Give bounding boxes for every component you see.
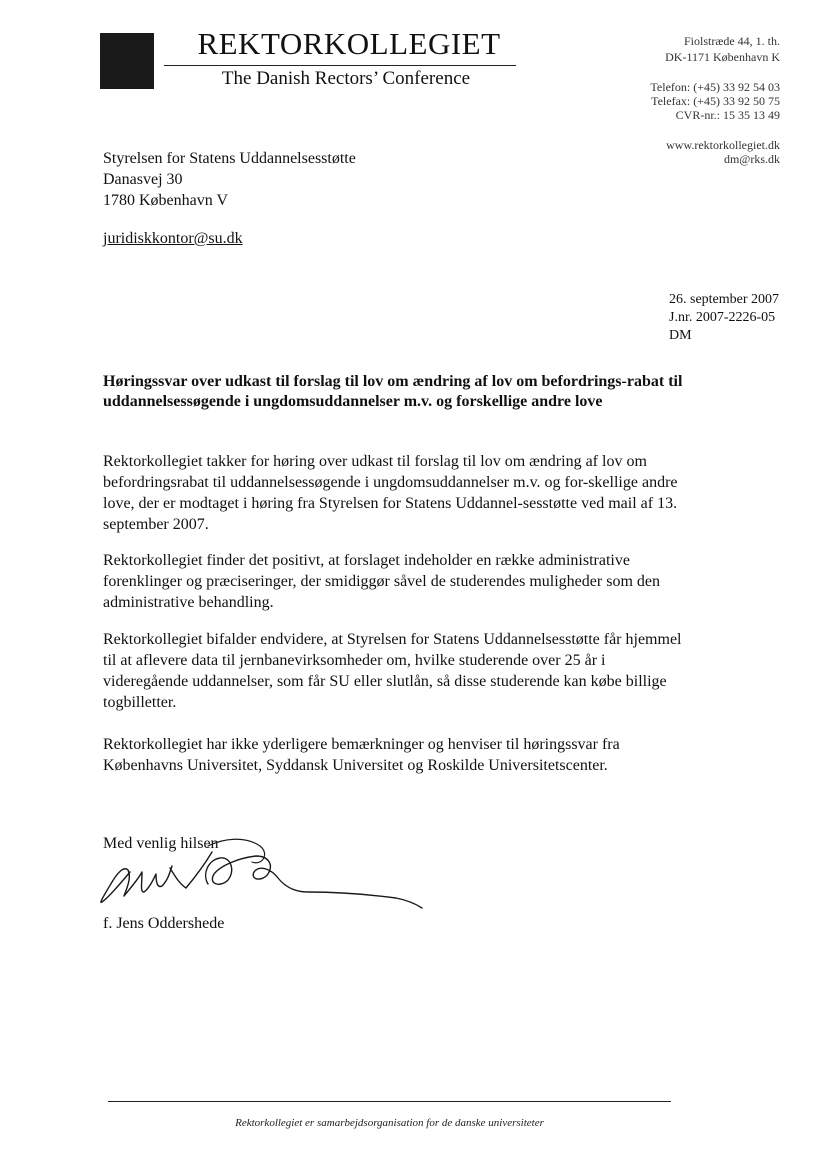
letter-date: 26. september 2007	[669, 292, 780, 307]
contact-website[interactable]: www.rektorkollegiet.dk	[666, 138, 780, 152]
contact-email[interactable]: dm@rks.dk	[723, 152, 780, 166]
letterhead-divider	[164, 65, 516, 66]
recipient-address	[103, 148, 356, 211]
letter-meta	[669, 291, 779, 345]
body-paragraph-2: Rektorkollegiet finder det positivt, at forslaget indeholder en række administrative forenklinger og præciseringer, der smidiggør såvel de studerendes muligheder som den administrative behandling.	[103, 552, 660, 611]
journal-number: J.nr. 2007-2226-05	[669, 310, 776, 325]
recipient-street: Danasvej 30	[103, 171, 183, 188]
body-paragraph-3: Rektorkollegiet bifalder endvidere, at Styrelsen for Statens Uddannelsesstøtte får hjemmel til at aflevere data til jernbanevirksomheder om, hvilke studerende over 25 år i videregående uddannelser, som får SU eller slutlån, så disse studerende kan købe billige togbilletter.	[103, 631, 682, 711]
signer-name: f. Jens Oddershede	[103, 915, 225, 932]
handwritten-signature	[96, 822, 432, 922]
organization-subtitle: The Danish Rectors’ Conference	[221, 68, 471, 89]
footer-note: Rektorkollegiet er samarbejdsorganisation for de danske universiteter	[235, 1117, 544, 1129]
contact-fax: Telefax: (+45) 33 92 50 75	[651, 94, 780, 108]
body-paragraph-4: Rektorkollegiet har ikke yderligere bemærkninger og henviser til høringssvar fra Københavns Universitet, Syddansk Universitet og Roskilde Universitetscenter.	[103, 736, 620, 774]
contact-cvr: CVR-nr.: 15 35 13 49	[675, 108, 780, 122]
closing-phrase: Med venlig hilsen	[103, 835, 219, 852]
body-paragraph-1: Rektorkollegiet takker for høring over udkast til forslag til lov om ændring af lov om befordringsrabat til uddannelsessøgende i ungdomsuddannelser m.v. og for-skellige andre love, der er modtaget i høring fra Styrelsen for Statens Uddannel-sesstøtte ved mail af 13. september 2007.	[103, 453, 678, 533]
recipient-email-link[interactable]: juridiskkontor@su.dk	[103, 230, 243, 247]
logo-mark	[100, 33, 154, 89]
contact-phone: Telefon: (+45) 33 92 54 03	[650, 80, 780, 94]
letter-subject: Høringssvar over udkast til forslag til lov om ændring af lov om befordrings-rabat til uddannelsessøgende i ungdomsuddannelser m.v. og forskellige andre love	[103, 373, 683, 410]
recipient-name: Styrelsen for Statens Uddannelsesstøtte	[103, 150, 356, 167]
footer-divider	[108, 1101, 671, 1102]
contact-address-line2: DK-1171 København K	[665, 50, 780, 64]
contact-address-line1: Fiolstræde 44, 1. th.	[683, 34, 780, 48]
organization-name: REKTORKOLLEGIET	[197, 26, 501, 61]
author-initials: DM	[669, 328, 692, 343]
recipient-city: 1780 København V	[103, 192, 229, 209]
